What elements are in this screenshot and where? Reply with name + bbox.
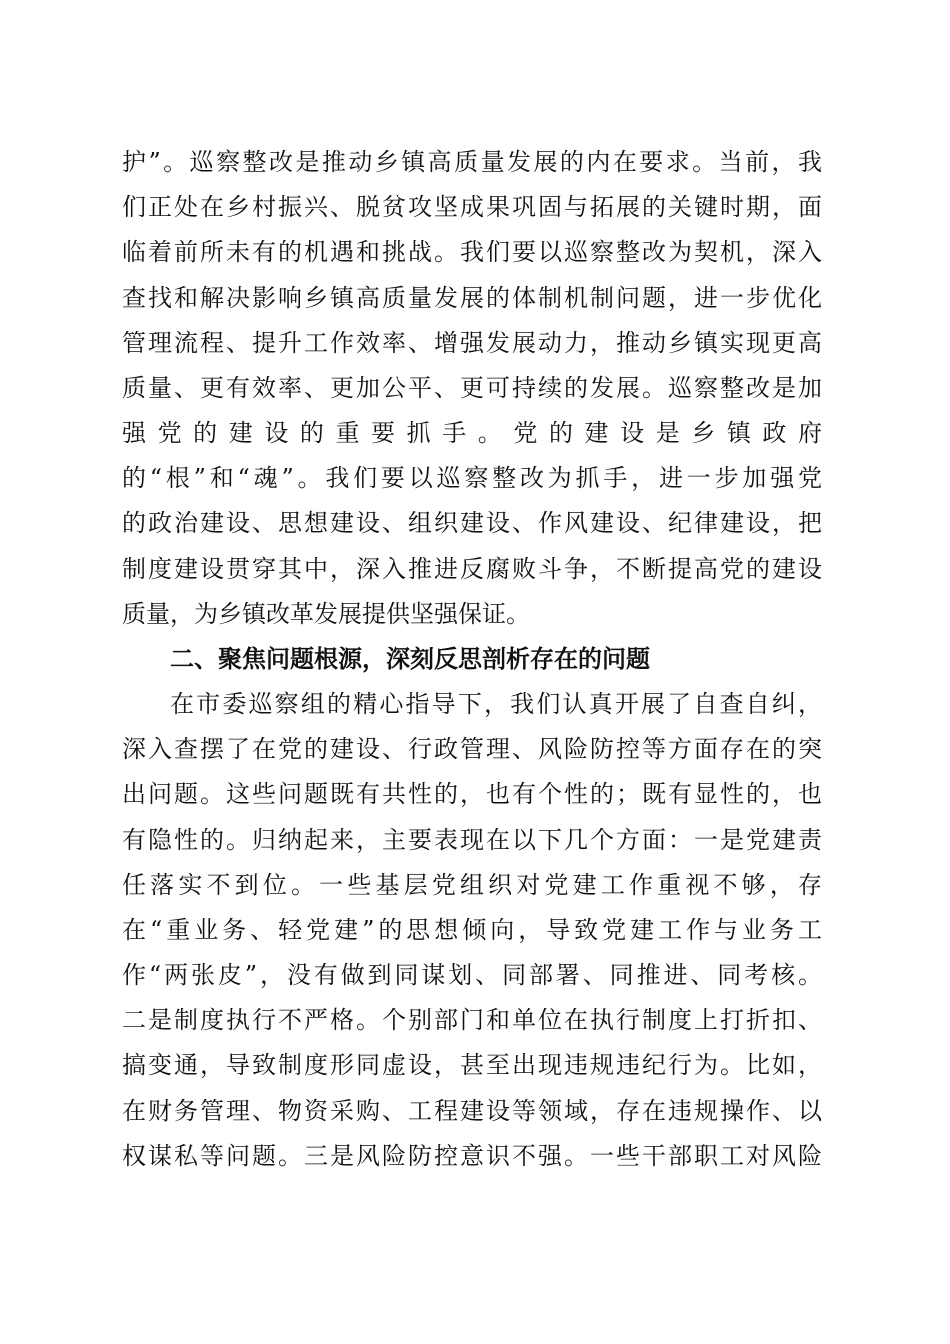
paragraph-line: 出问题。这些问题既有共性的，也有个性的；既有显性的，也	[122, 780, 822, 808]
paragraph-line: 护”。巡察整改是推动乡镇高质量发展的内在要求。当前，我	[122, 148, 822, 176]
paragraph-line: 搞变通，导致制度形同虚设，甚至出现违规违纪行为。比如，	[122, 1051, 822, 1079]
section-heading: 二、聚焦问题根源，深刻反思剖析存在的问题	[170, 645, 650, 673]
paragraph-line: 深入查摆了在党的建设、行政管理、风险防控等方面存在的突	[122, 735, 822, 763]
paragraph-line: 权谋私等问题。三是风险防控意识不强。一些干部职工对风险	[122, 1142, 822, 1170]
paragraph-line: 在“重业务、轻党建”的思想倾向，导致党建工作与业务工	[122, 916, 822, 944]
paragraph-line: 的政治建设、思想建设、组织建设、作风建设、纪律建设，把	[122, 509, 822, 537]
paragraph-line: 任落实不到位。一些基层党组织对党建工作重视不够，存	[122, 871, 822, 899]
paragraph-line: 作“两张皮”，没有做到同谋划、同部署、同推进、同考核。	[122, 961, 822, 989]
paragraph-line: 二是制度执行不严格。个别部门和单位在执行制度上打折扣、	[122, 1006, 822, 1034]
paragraph-line: 在财务管理、物资采购、工程建设等领域，存在违规操作、以	[122, 1097, 822, 1125]
paragraph-line: 查找和解决影响乡镇高质量发展的体制机制问题，进一步优化	[122, 284, 822, 312]
paragraph-line: 的“根”和“魂”。我们要以巡察整改为抓手，进一步加强党	[122, 464, 822, 492]
paragraph-line: 质量、更有效率、更加公平、更可持续的发展。巡察整改是加	[122, 374, 822, 402]
paragraph-line: 临着前所未有的机遇和挑战。我们要以巡察整改为契机，深入	[122, 238, 822, 266]
paragraph-line: 质量，为乡镇改革发展提供坚强保证。	[122, 600, 530, 628]
paragraph-line: 强党的建设的重要抓手。党的建设是乡镇政府	[122, 419, 822, 447]
paragraph-line: 在市委巡察组的精心指导下，我们认真开展了自查自纠，	[170, 690, 822, 718]
paragraph-line: 制度建设贯穿其中，深入推进反腐败斗争，不断提高党的建设	[122, 555, 822, 583]
paragraph-line: 们正处在乡村振兴、脱贫攻坚成果巩固与拓展的关键时期，面	[122, 193, 822, 221]
paragraph-line: 有隐性的。归纳起来，主要表现在以下几个方面：一是党建责	[122, 826, 822, 854]
paragraph-line: 管理流程、提升工作效率、增强发展动力，推动乡镇实现更高	[122, 329, 822, 357]
